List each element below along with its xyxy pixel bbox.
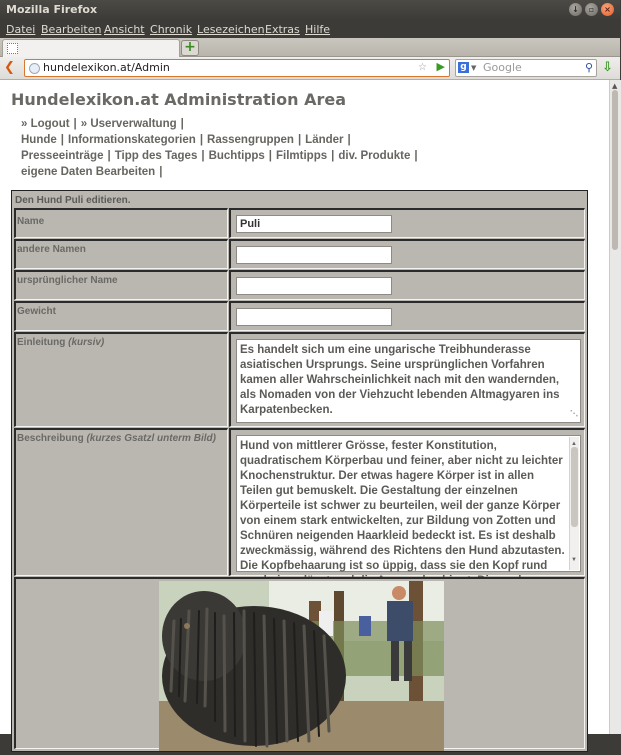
admin-nav: » Logout | » Userverwaltung | Hunde | Informationskategorien | Rassengruppen | Länder | Presseeinträge | Tipp des Tages | Buchtipps | Filmtipps | div. Produkte | eigene Daten Bearbeiten | bbox=[21, 118, 418, 178]
menu-bearbeiten[interactable]: Bearbeiten bbox=[41, 23, 102, 36]
nav-laender[interactable]: Länder bbox=[305, 134, 344, 146]
other-names-label: andere Namen bbox=[17, 244, 86, 255]
nav-userverwaltung[interactable]: » Userverwaltung bbox=[80, 118, 177, 130]
menubar bbox=[0, 20, 620, 38]
page-scrollbar[interactable] bbox=[609, 80, 621, 734]
weight-label: Gewicht bbox=[17, 306, 56, 317]
value-cell bbox=[229, 428, 585, 576]
scroll-thumb[interactable] bbox=[571, 447, 578, 527]
scroll-up-icon[interactable]: ▲ bbox=[612, 82, 618, 90]
close-button[interactable]: × bbox=[601, 3, 614, 16]
new-tab-button[interactable] bbox=[181, 40, 199, 56]
nav-rassengruppen[interactable]: Rassengruppen bbox=[207, 134, 294, 146]
nav-tipp-des-tages[interactable]: Tipp des Tages bbox=[114, 150, 198, 162]
label-cell bbox=[14, 332, 228, 427]
nav-presseeintraege[interactable]: Presseeinträge bbox=[21, 150, 104, 162]
navigation-toolbar bbox=[0, 57, 620, 80]
search-placeholder[interactable]: Google bbox=[483, 61, 522, 74]
value-cell bbox=[229, 208, 585, 238]
nav-logout[interactable]: » Logout bbox=[21, 118, 70, 130]
desc-label: Beschreibung (kurzes Gsatzl unterm Bild) bbox=[17, 433, 216, 444]
menu-ansicht[interactable]: Ansicht bbox=[104, 23, 145, 36]
menu-extras[interactable]: Extras bbox=[265, 23, 300, 36]
original-name-label: ursprünglicher Name bbox=[17, 275, 118, 286]
photo-cell bbox=[14, 577, 585, 749]
nav-eigene-daten[interactable]: eigene Daten Bearbeiten bbox=[21, 166, 156, 178]
url-text[interactable]: hundelexikon.at/Admin bbox=[43, 61, 170, 74]
dog-photo bbox=[159, 581, 444, 751]
page-icon bbox=[7, 43, 18, 54]
scroll-up-icon[interactable]: ▲ bbox=[571, 441, 577, 447]
page-scroll-thumb[interactable] bbox=[612, 90, 618, 250]
window-title: Mozilla Firefox bbox=[6, 3, 98, 16]
value-cell bbox=[229, 332, 585, 427]
download-arrow-icon[interactable]: ⇩ bbox=[602, 60, 613, 75]
nav-filmtipps[interactable]: Filmtipps bbox=[276, 150, 328, 162]
magnifier-icon[interactable]: ⚲ bbox=[584, 61, 593, 74]
chevron-down-icon[interactable]: ▼ bbox=[471, 64, 477, 72]
nav-buchtipps[interactable]: Buchtipps bbox=[208, 150, 265, 162]
other-names-input[interactable] bbox=[236, 246, 392, 264]
scroll-down-icon[interactable]: ▼ bbox=[571, 557, 577, 563]
intro-label: Einleitung (kursiv) bbox=[17, 337, 105, 348]
minimize-button[interactable]: ↓ bbox=[569, 3, 582, 16]
intro-textarea[interactable] bbox=[236, 339, 581, 423]
maximize-button[interactable]: ▫ bbox=[585, 3, 598, 16]
menu-datei[interactable]: Datei bbox=[6, 23, 36, 36]
puli-dog-image bbox=[159, 581, 444, 751]
go-arrow-icon[interactable]: ▶ bbox=[436, 60, 445, 73]
nav-hunde[interactable]: Hunde bbox=[21, 134, 57, 146]
label-cell bbox=[14, 301, 228, 331]
menu-chronik[interactable]: Chronik bbox=[150, 23, 193, 36]
bookmark-star-icon[interactable]: ☆ bbox=[418, 62, 427, 73]
textarea-scrollbar[interactable] bbox=[569, 437, 579, 570]
label-cell bbox=[14, 208, 228, 238]
tab-active[interactable] bbox=[2, 39, 180, 57]
plus-icon: + bbox=[184, 39, 196, 55]
intro-text[interactable]: Es handelt sich um eine ungarische Treibhunderasse asiatischen Ursprungs. Seine ursprünglichen Vorfahren kamen aller Wahrscheinlichkeit nach mit den wandernden, als Nomaden von der Viehzucht lebenden Altmagyaren ins Karpatenbecken. bbox=[240, 344, 560, 416]
menu-lesezeichen[interactable]: Lesezeichen bbox=[197, 23, 265, 36]
desc-textarea[interactable] bbox=[236, 435, 581, 572]
name-label: Name bbox=[17, 216, 45, 227]
label-cell bbox=[14, 239, 228, 269]
window-controls bbox=[569, 3, 614, 16]
weight-input[interactable] bbox=[236, 308, 392, 326]
nav-div-produkte[interactable]: div. Produkte bbox=[338, 150, 411, 162]
value-cell bbox=[229, 301, 585, 331]
search-bar[interactable] bbox=[455, 59, 597, 77]
nav-informationskategorien[interactable]: Informationskategorien bbox=[68, 134, 196, 146]
resize-grip-icon[interactable]: ⋱ bbox=[570, 409, 578, 418]
label-cell bbox=[14, 428, 228, 576]
back-arrow-icon[interactable]: ❮ bbox=[4, 60, 15, 75]
url-bar[interactable] bbox=[24, 59, 450, 77]
page-title: Hundelexikon.at Administration Area bbox=[11, 90, 347, 109]
edit-dog-form bbox=[11, 190, 588, 752]
value-cell bbox=[229, 270, 585, 300]
intro-hint: (kursiv) bbox=[68, 337, 105, 348]
value-cell bbox=[229, 239, 585, 269]
name-input[interactable] bbox=[236, 215, 392, 233]
form-caption: Den Hund Puli editieren. bbox=[15, 195, 131, 206]
google-icon[interactable]: g bbox=[458, 62, 469, 73]
page-viewport bbox=[0, 80, 609, 734]
window-titlebar bbox=[0, 0, 620, 20]
globe-icon bbox=[29, 63, 40, 74]
desc-hint: (kurzes Gsatzl unterm Bild) bbox=[86, 433, 216, 444]
desc-text[interactable]: Hund von mittlerer Grösse, fester Konstitution, quadratischem Körperbau und feiner, aber nicht zu leichter Knochenstruktur. Der etwas hagere Körper ist in allen Teilen gut bemuskelt. Die Gestaltung der einzelnen Körperteile ist schwer zu beurteilen, weil der ganze Körper von einem stark entwickelten, zur Bildung von Zotten und Schnüren neigenden Haarkleid bedeckt ist. Es ist deshalb zweckmässig, während des Richtens den Hund abzutasten. Die Kopfbehaarung ist so üppig, dass sie den Kopf rund bbox=[240, 440, 565, 572]
label-cell bbox=[14, 270, 228, 300]
menu-hilfe[interactable]: Hilfe bbox=[305, 23, 331, 36]
tabstrip bbox=[0, 38, 620, 57]
original-name-input[interactable] bbox=[236, 277, 392, 295]
